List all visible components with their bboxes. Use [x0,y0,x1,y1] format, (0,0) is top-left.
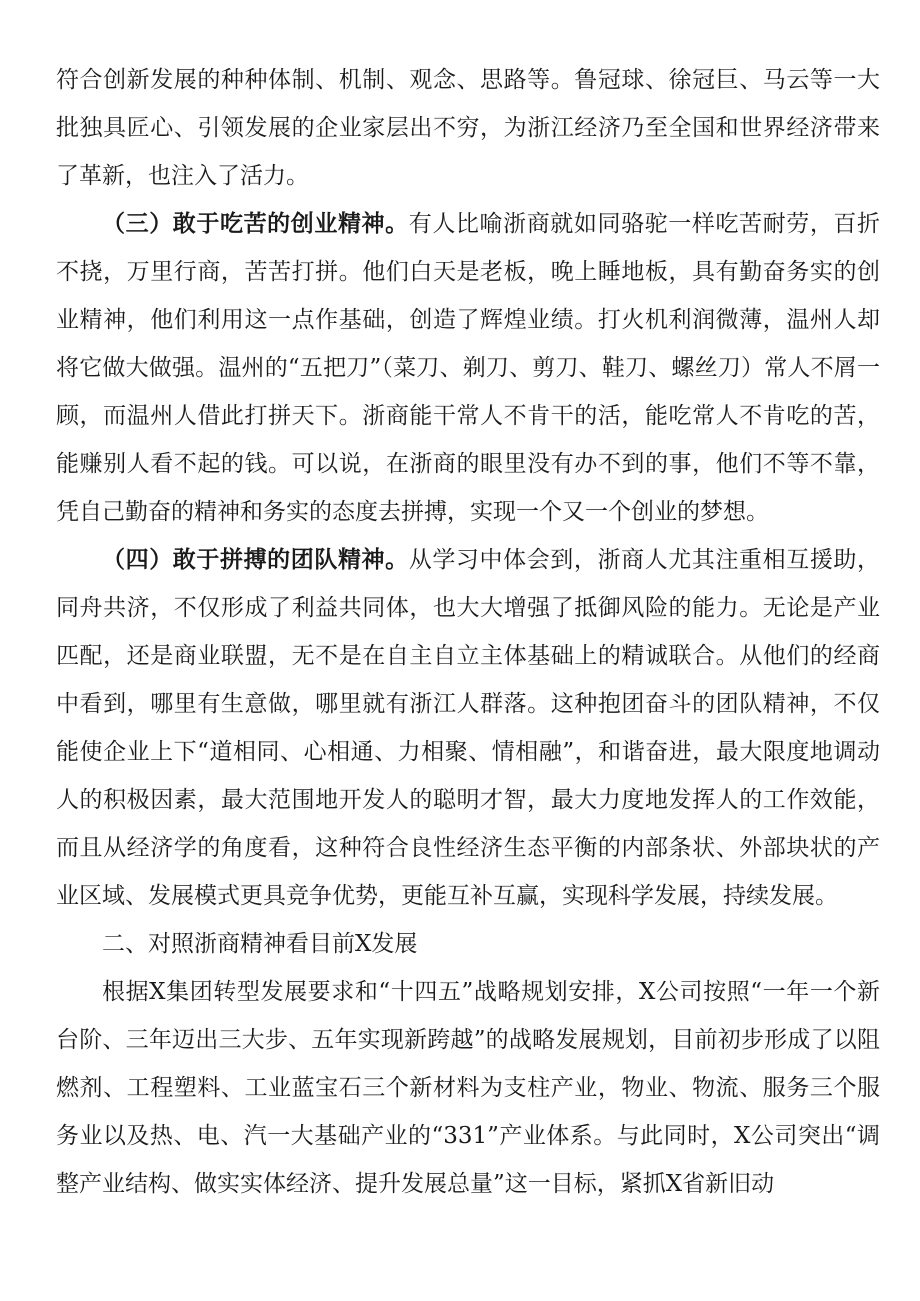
document-body [56,56,880,1208]
section-heading-text: 二、对照浙商精神看目前X发展 [102,931,418,957]
paragraph-text: 根据X集团转型发展要求和“十四五”战略规划安排，X公司按照“一年一个新台阶、三年迈出三大步、五年实现新跨越”的战略发展规划，目前初步形成了以阻燃剂、工程塑料、工业蓝宝石三个新材料为支柱产业，物业、物流、服务三个服务业以及热、电、汽一大基础产业的“331”产业体系。与此同时，X公司突出“调整产业结构、做实实体经济、提升发展总量”这一目标，紧抓X省新旧动 [56,979,880,1197]
paragraph-subsection-4 [56,536,880,920]
subsection-heading: （四）敢于拼搏的团队精神。 [102,546,409,573]
paragraph-body [56,968,880,1208]
paragraph-text: 符合创新发展的种种体制、机制、观念、思路等。鲁冠球、徐冠巨、马云等一大批独具匠心、引领发展的企业家层出不穷，为浙江经济乃至全国和世界经济带来了革新，也注入了活力。 [56,67,880,189]
section-heading [56,920,880,968]
paragraph-subsection-3 [56,200,880,536]
paragraph-text: 有人比喻浙商就如同骆驼一样吃苦耐劳，百折不挠，万里行商，苦苦打拼。他们白天是老板，晚上睡地板，具有勤奋务实的创业精神，他们利用这一点作基础，创造了辉煌业绩。打火机利润微薄，温州人却将它做大做强。温州的“五把刀”（菜刀、剃刀、剪刀、鞋刀、螺丝刀）常人不屑一顾，而温州人借此打拼天下。浙商能干常人不肯干的活，能吃常人不肯吃的苦，能赚别人看不起的钱。可以说，在浙商的眼里没有办不到的事，他们不等不靠，凭自己勤奋的精神和务实的态度去拼搏，实现一个又一个创业的梦想。 [56,211,880,525]
paragraph-continuation [56,56,880,200]
subsection-heading: （三）敢于吃苦的创业精神。 [102,210,409,237]
paragraph-text: 从学习中体会到，浙商人尤其注重相互援助，同舟共济，不仅形成了利益共同体，也大大增强了抵御风险的能力。无论是产业匹配，还是商业联盟，无不是在自主自立主体基础上的精诚联合。从他们的经商中看到，哪里有生意做，哪里就有浙江人群落。这种抱团奋斗的团队精神，不仅能使企业上下“道相同、心相通、力相聚、情相融”，和谐奋进，最大限度地调动人的积极因素，最大范围地开发人的聪明才智，最大力度地发挥人的工作效能，而且从经济学的角度看，这种符合良性经济生态平衡的内部条状、外部块状的产业区域、发展模式更具竞争优势，更能互补互赢，实现科学发展，持续发展。 [56,547,880,909]
